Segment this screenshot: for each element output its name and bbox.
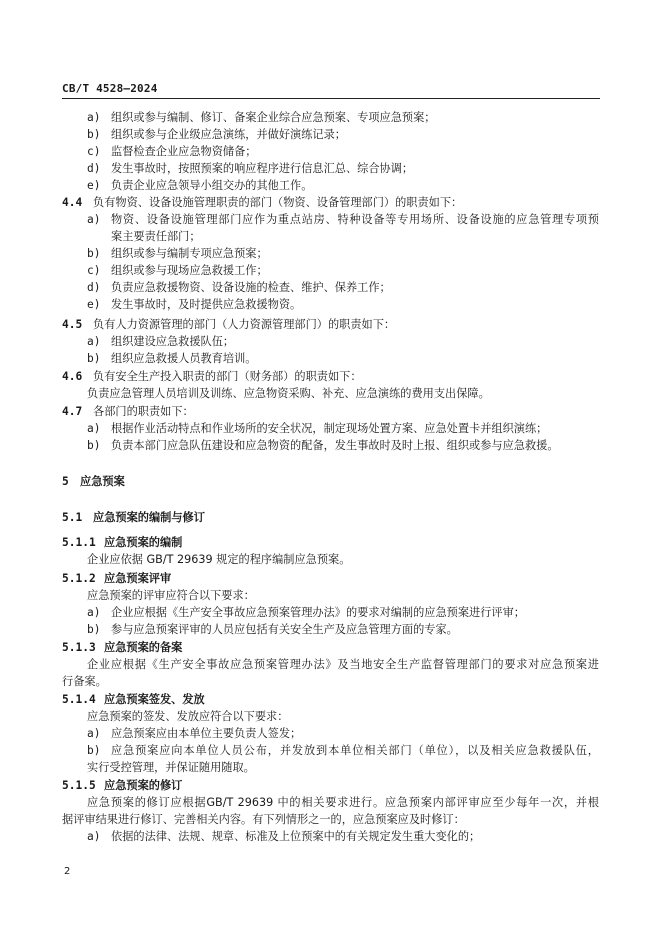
- list-label: b): [87, 352, 101, 365]
- list-item: 组织应急救援人员教育培训。: [111, 352, 257, 365]
- list-item-continuation: 实行受控管理，并保证随用随取。: [87, 761, 255, 774]
- list-label: d): [87, 281, 101, 294]
- list-label: b): [87, 744, 101, 757]
- header-rule: [62, 98, 600, 99]
- subsection-number: 5.1.4: [62, 693, 96, 706]
- list-label: e): [87, 298, 101, 311]
- section-title: 负有人力资源管理的部门（人力资源管理部门）的职责如下：: [93, 318, 396, 331]
- list-item: 参与应急预案评审的人员应包括有关安全生产及应急管理方面的专家。: [111, 623, 458, 636]
- paragraph-continuation: 行备案。: [62, 675, 107, 688]
- section-number: 4.5: [62, 318, 83, 331]
- list-label: c): [87, 145, 101, 158]
- subsection-number: 5.1.3: [62, 641, 96, 654]
- subsection-title: 应急预案的修订: [104, 779, 183, 792]
- list-item: 监督检查企业应急物资储备；: [111, 145, 257, 158]
- list-label: a): [87, 335, 101, 348]
- list-item: 组织或参与编制、修订、备案企业综合应急预案、专项应急预案；: [111, 111, 436, 124]
- list-label: a): [87, 606, 101, 619]
- subsection-title: 应急预案的编制: [104, 536, 183, 549]
- list-label: a): [87, 213, 101, 226]
- paragraph: 企业应根据《生产安全事故应急预案管理办法》及当地安全生产监督管理部门的要求对应急预案进: [87, 658, 599, 671]
- list-label: d): [87, 162, 101, 175]
- standard-code-header: CB/T 4528—2024: [62, 82, 158, 95]
- paragraph: 应急预案的修订应根据GB/T 29639 中的相关要求进行。应急预案内部评审应至少每年一次，并根: [87, 796, 599, 809]
- paragraph: 企业应依据 GB/T 29639 规定的程序编制应急预案。: [87, 553, 351, 566]
- chapter-number: 5: [62, 475, 69, 488]
- subsection-title: 应急预案评审: [104, 572, 172, 585]
- list-label: b): [87, 623, 101, 636]
- subsection-number: 5.1.2: [62, 572, 96, 585]
- paragraph: 负责应急管理人员培训及训练、应急物资采购、补充、应急演练的费用支出保障。: [87, 387, 490, 400]
- list-label: a): [87, 830, 101, 843]
- subsection-title: 应急预案的备案: [104, 641, 183, 654]
- chapter-title: 应急预案: [80, 475, 125, 488]
- list-item: 组织或参与企业级应急演练，并做好演练记录；: [111, 128, 346, 141]
- section-title: 各部门的职责如下：: [93, 405, 194, 418]
- list-label: b): [87, 128, 101, 141]
- subsection-title: 应急预案签发、发放: [104, 693, 205, 706]
- list-item: 依据的法律、法规、规章、标准及上位预案中的有关规定发生重大变化的；: [111, 830, 481, 843]
- list-item: 发生事故时，及时提供应急救援物资。: [111, 298, 302, 311]
- section-number: 4.4: [62, 196, 83, 209]
- list-item: 企业应根据《生产安全事故应急预案管理办法》的要求对编制的应急预案进行评审；: [111, 606, 525, 619]
- list-label: b): [87, 247, 101, 260]
- page-number: 2: [64, 866, 71, 877]
- list-item: 负责应急救援物资、设备设施的检查、维护、保养工作；: [111, 281, 391, 294]
- list-label: a): [87, 727, 101, 740]
- list-item: 物资、设备设施管理部门应作为重点站房、特种设备等专用场所、设备设施的应急管理专项预: [111, 213, 599, 226]
- list-label: a): [87, 111, 101, 124]
- paragraph: 应急预案的签发、发放应符合以下要求：: [87, 710, 289, 723]
- list-item: 应急预案应向本单位人员公布，并发放到本单位相关部门（单位），以及相关应急救援队伍，: [111, 744, 599, 757]
- section-number: 5.1: [62, 511, 83, 524]
- list-item: 组织或参与编制专项应急预案；: [111, 247, 268, 260]
- list-item: 应急预案应由本单位主要负责人签发；: [111, 727, 302, 740]
- list-item: 组织或参与现场应急救援工作；: [111, 264, 268, 277]
- list-item: 组织建设应急救援队伍；: [111, 335, 235, 348]
- list-item: 根据作业活动特点和作业场所的安全状况，制定现场处置方案、应急处置卡并组织演练；: [111, 422, 548, 435]
- paragraph-continuation: 据评审结果进行修订、完善相关内容。有下列情形之一的，应急预案应及时修订：: [62, 813, 465, 826]
- list-label: c): [87, 264, 101, 277]
- subsection-number: 5.1.1: [62, 536, 96, 549]
- list-label: b): [87, 439, 101, 452]
- list-label: e): [87, 179, 101, 192]
- list-item-continuation: 案主要责任部门；: [111, 230, 201, 243]
- section-number: 4.7: [62, 405, 83, 418]
- section-title: 负有物资、设备设施管理职责的部门（物资、设备管理部门）的职责如下：: [93, 196, 463, 209]
- list-item: 负责本部门应急队伍建设和应急物资的配备，发生事故时及时上报、组织或参与应急救援。: [111, 439, 559, 452]
- list-item: 发生事故时，按照预案的响应程序进行信息汇总、综合协调；: [111, 162, 414, 175]
- list-item: 负责企业应急领导小组交办的其他工作。: [111, 179, 313, 192]
- subsection-number: 5.1.5: [62, 779, 96, 792]
- list-label: a): [87, 422, 101, 435]
- paragraph: 应急预案的评审应符合以下要求：: [87, 589, 255, 602]
- section-number: 4.6: [62, 370, 83, 383]
- section-title: 应急预案的编制与修订: [93, 511, 205, 524]
- section-title: 负有安全生产投入职责的部门（财务部）的职责如下：: [93, 370, 362, 383]
